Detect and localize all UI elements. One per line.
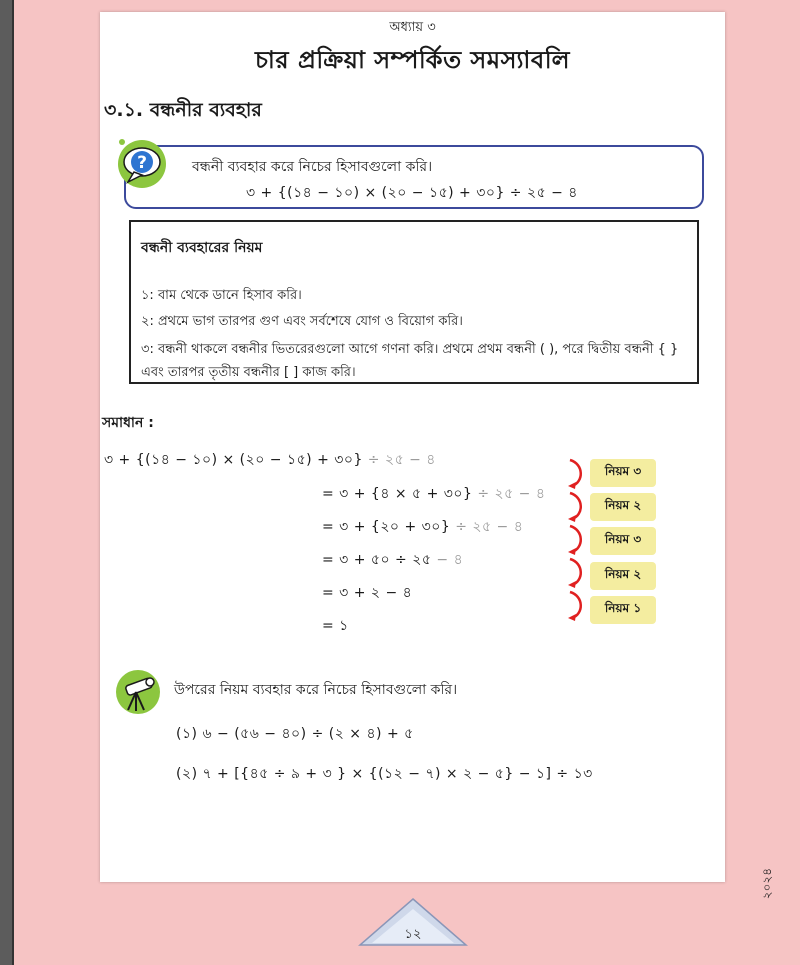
chapter-label: অধ্যায় ৩ — [389, 20, 436, 35]
solution-label: সমাধান : — [102, 415, 154, 431]
page-number: ১২ — [404, 927, 422, 942]
question-box — [124, 145, 704, 209]
step-main: {২০ + ৩০} — [370, 519, 451, 535]
curved-arrow-icon — [566, 524, 588, 556]
solution-step — [322, 548, 463, 572]
curved-arrow-icon — [566, 458, 588, 490]
rule-badge: নিয়ম ৩ — [590, 459, 656, 487]
exercise-instruction: উপরের নিয়ম ব্যবহার করে নিচের হিসাবগুলো করি। — [174, 682, 458, 698]
page-title: চার প্রক্রিয়া সম্পর্কিত সমস্যাবলি — [254, 46, 570, 74]
rule-badge: নিয়ম ১ — [590, 596, 656, 624]
step-dim: − ৪ — [431, 552, 464, 568]
year-label: ২০২৪ — [760, 868, 774, 900]
step-main: ৫০ ÷ ২৫ — [370, 552, 432, 568]
rule-badge: নিয়ম ২ — [590, 562, 656, 590]
solution-step — [322, 515, 523, 539]
page-edge — [0, 0, 14, 965]
step-main: = ১ — [322, 618, 349, 634]
rule-badge: নিয়ম ৩ — [590, 527, 656, 555]
solution-expression — [104, 448, 436, 472]
exercise-item: (২) ৭ + [{৪৫ ÷ ৯ + ৩ } × {(১২ − ৭) × ২ − ৫} − ১] ÷ ১৩ — [176, 766, 593, 782]
step-main: {৪ × ৫ + ৩০} — [370, 486, 473, 502]
rule-item: ২: প্রথমে ভাগ তারপর গুণ এবং সর্বশেষে যোগ ও বিয়োগ করি। — [141, 314, 463, 329]
rule-badge: নিয়ম ২ — [590, 493, 656, 521]
expression-dim: ÷ ২৫ − ৪ — [362, 452, 436, 468]
rule-item: ৩: বন্ধনী থাকলে বন্ধনীর ভিতরেরগুলো আগে গণনা করি। প্রথমে প্রথম বন্ধনী ( ), পরে দ্বিতীয় বন্ধনী { }এবং তারপর তৃতীয় বন্ধনীর [ ] কাজ করি। — [141, 342, 679, 380]
exercise-item: (১) ৬ − (৫৬ − ৪০) ÷ (২ × ৪) + ৫ — [176, 726, 414, 742]
rules-title: বন্ধনী ব্যবহারের নিয়ম — [141, 240, 263, 256]
question-expression: ৩ + {(১৪ − ১০) × (২০ − ১৫) + ৩০} ÷ ২৫ − ৪ — [246, 185, 578, 201]
step-dim: ÷ ২৫ − ৪ — [472, 486, 546, 502]
step-prefix: = ৩ + — [322, 486, 371, 502]
question-icon — [114, 136, 172, 194]
curved-arrow-icon — [566, 557, 588, 589]
rule-item: ১: বাম থেকে ডানে হিসাব করি। — [141, 288, 302, 303]
expression-main: {(১৪ − ১০) × (২০ − ১৫) + ৩০} — [135, 452, 363, 468]
solution-step — [322, 581, 412, 605]
svg-text:?: ? — [137, 153, 147, 173]
solution-step — [322, 482, 545, 506]
section-heading: ৩.১. বন্ধনীর ব্যবহার — [104, 99, 262, 121]
question-text: বন্ধনী ব্যবহার করে নিচের হিসাবগুলো করি। — [192, 159, 433, 175]
expression-prefix: ৩ + — [104, 452, 136, 468]
rules-box — [129, 220, 699, 384]
step-dim: ÷ ২৫ − ৪ — [450, 519, 524, 535]
textbook-page — [100, 12, 725, 882]
step-main: = ৩ + ২ − ৪ — [322, 585, 413, 601]
telescope-icon — [114, 668, 162, 716]
curved-arrow-icon — [566, 491, 588, 523]
step-prefix: = ৩ + — [322, 519, 371, 535]
step-prefix: = ৩ + — [322, 552, 371, 568]
solution-step — [322, 614, 349, 638]
curved-arrow-icon — [566, 590, 588, 622]
